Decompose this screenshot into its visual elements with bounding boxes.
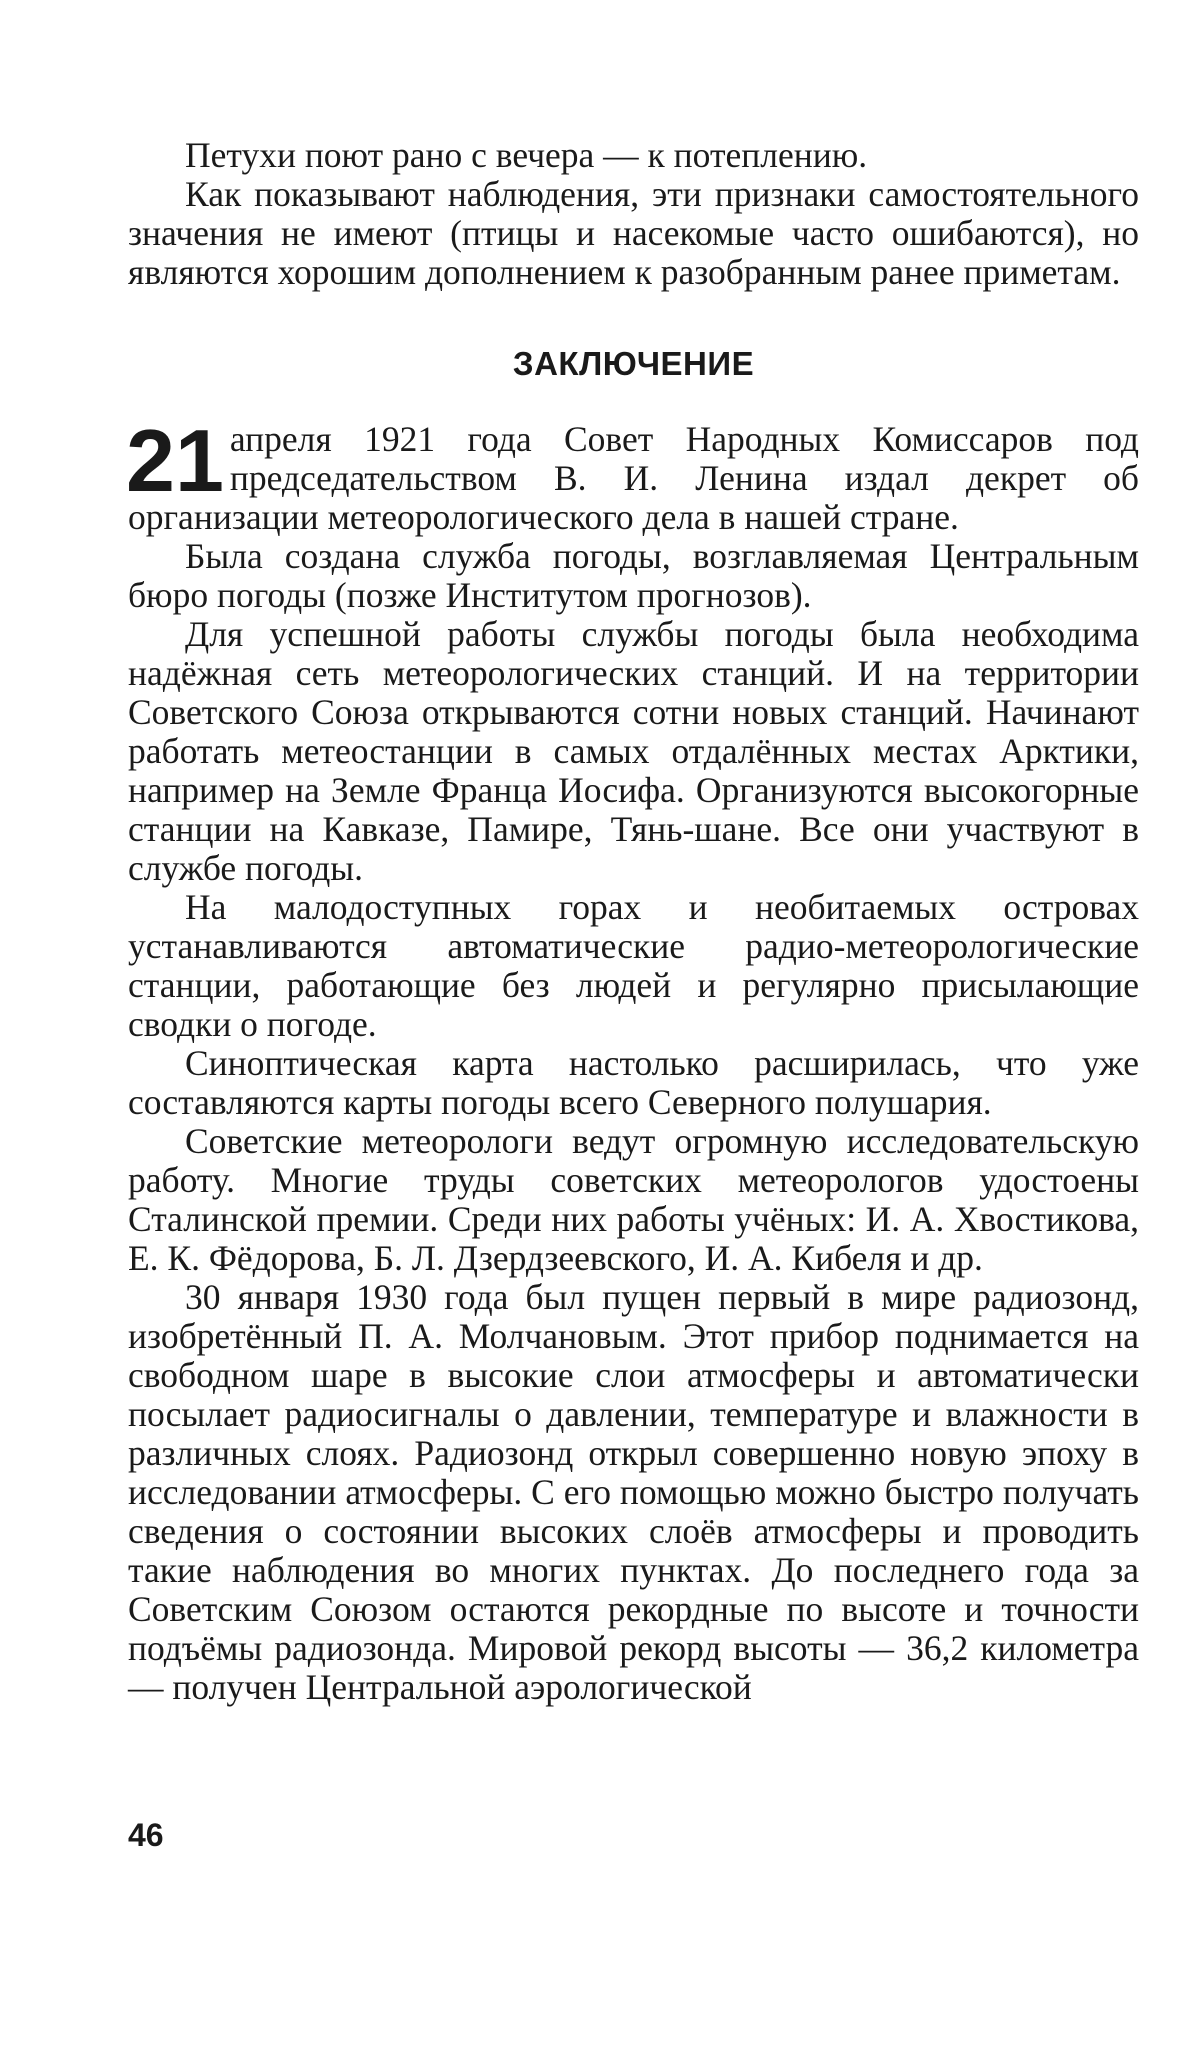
drop-cap: 21 <box>126 426 224 496</box>
page-body <box>128 136 1139 1707</box>
paragraph: На малодоступных горах и необитаемых островах устанавливаются автоматические радио-метеорологические станции, работающие без людей и регулярно присылающие сводки о погоде. <box>128 888 1139 1044</box>
paragraph: Для успешной работы службы погоды была необходима надёжная сеть метеорологических станций. И на территории Советского Союза открываются сотни новых станций. Начинают работать метеостанции в самых отдалённых местах Арктики, например на Земле Франца Иосифа. Организуются высокогорные станции на Кавказе, Памире, Тянь-шане. Все они участвуют в службе погоды. <box>128 615 1139 888</box>
intro-paragraph-1: Петухи поют рано с вечера — к потеплению. <box>128 136 1139 175</box>
intro-paragraph-2: Как показывают наблюдения, эти признаки самостоятельного значения не имеют (птицы и насекомые часто ошибаются), но являются хорошим дополнением к разобранным ранее приметам. <box>128 175 1139 292</box>
lead-paragraph <box>128 420 1139 537</box>
page-number: 46 <box>128 1817 164 1853</box>
lead-text: апреля 1921 года Совет Народных Комиссаров под председательством В. И. Ленина издал декрет об организации метеорологического дела в нашей стране. <box>128 419 1139 537</box>
paragraph: Синоптическая карта настолько расширилась, что уже составляются карты погоды всего Северного полушария. <box>128 1044 1139 1122</box>
paragraph: Советские метеорологи ведут огромную исследовательскую работу. Многие труды советских метеорологов удостоены Сталинской премии. Среди них работы учёных: И. А. Хвостикова, Е. К. Фёдорова, Б. Л. Дзердзеевского, И. А. Кибеля и др. <box>128 1122 1139 1278</box>
paragraph: 30 января 1930 года был пущен первый в мире радиозонд, изобретённый П. А. Молчановым. Этот прибор поднимается на свободном шаре в высокие слои атмосферы и автоматически посылает радиосигналы о давлении, температуре и влажности в различных слоях. Радиозонд открыл совершенно новую эпоху в исследовании атмосферы. С его помощью можно быстро получать сведения о состоянии высоких слоёв атмосферы и проводить такие наблюдения во многих пунктах. До последнего года за Советским Союзом остаются рекордные по высоте и точности подъёмы радиозонда. Мировой рекорд высоты — 36,2 километра — получен Центральной аэрологической <box>128 1278 1139 1707</box>
section-title: ЗАКЛЮЧЕНИЕ <box>128 344 1139 384</box>
paragraph: Была создана служба погоды, возглавляемая Центральным бюро погоды (позже Институтом прогнозов). <box>128 537 1139 615</box>
